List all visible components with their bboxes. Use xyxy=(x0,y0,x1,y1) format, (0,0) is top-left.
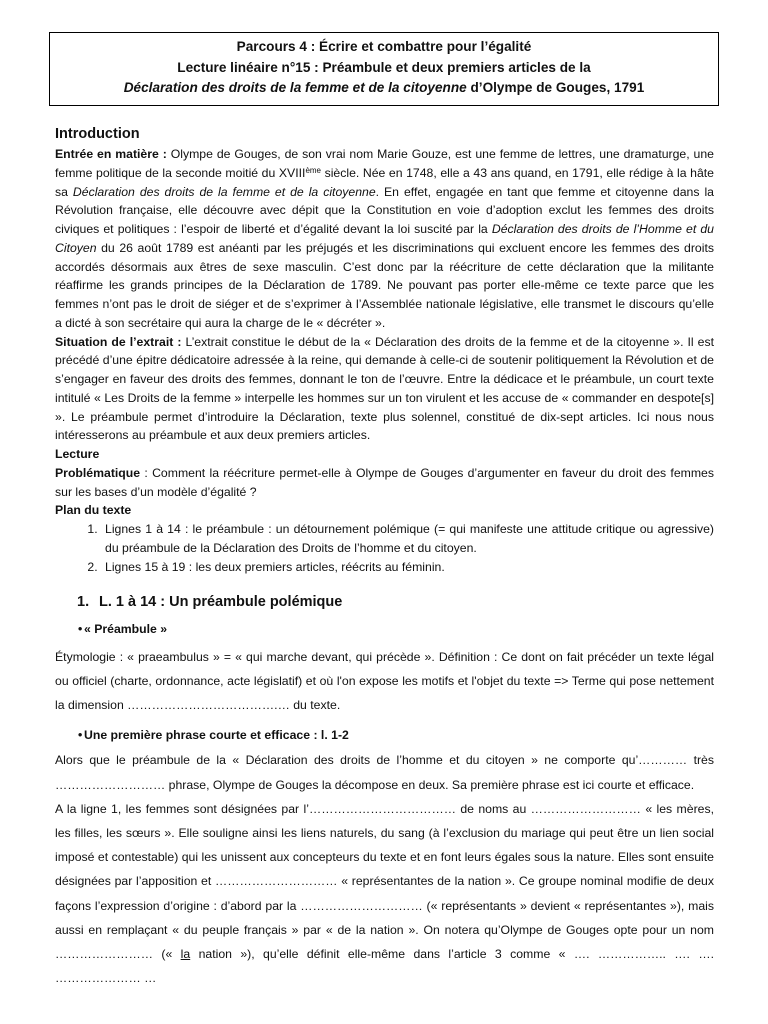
entree-text-f: du 26 août 1789 est anéanti par les préjugés et les discriminations qui excluent encore les femmes des droits accordés désormais aux êtres de sexe masculin. C’est donc par la réécriture de cette déclaration que la militante réaffirme les grands principes de la Déclaration de 1789. Ne pouvant pas porter elle-même ce texte parce que les femmes n’ont pas le droit de siéger et de s’exprimer à l’Assemblée nationale législative, elle transmet le discours qu’elle a dicté à son secrétaire qui aura la charge de le « décréter ». xyxy=(55,240,714,330)
plan-item: 1. Lignes 1 à 14 : le préambule : un détournement polémique (= qui manifeste une attitude critique ou agressive) du préambule de la Déclaration des Droits de l’homme et du citoyen. xyxy=(101,520,714,558)
entree-work-title: Déclaration des droits de la femme et de la citoyenne xyxy=(72,184,376,199)
document-body xyxy=(55,124,714,990)
superscript-eme: ème xyxy=(305,165,321,175)
introduction-heading: Introduction xyxy=(55,126,140,142)
parcours-title: Parcours 4 : Écrire et combattre pour l’égalité xyxy=(236,39,532,54)
work-title-italic: Déclaration des droits de la femme et de la citoyenne xyxy=(123,80,467,95)
entree-label: Entrée en matière : xyxy=(55,147,167,161)
etymologie-paragraph: Étymologie : « praeambulus » = « qui marche devant, qui précède ». Définition : Ce dont on fait précéder un texte légal ou officiel (charte, ordonnance, acte législatif) et où l'on expose les motifs et l'objet du texte => Terme qui pose nettement la dimension ……………………………….… du texte. xyxy=(55,650,714,713)
entree-ddhc-title: Déclaration des droits de l’Homme et du Citoyen xyxy=(55,222,714,255)
lecture-label: Lecture xyxy=(55,447,100,461)
lecture-title: Lecture linéaire n°15 : Préambule et deux premiers articles de la xyxy=(177,59,591,75)
designation-text: A la ligne 1, les femmes sont désignées par l’……………………………… de noms au ……………………… « les mères, les filles, les sœurs ». Elle souligne ainsi les liens naturels, du sang (à l’exclusion du mariage qui peut être un lien social imposé et contestable) qui les unissent aux concepteurs du texte et en font leurs égales sous la nature. Elles sont ensuite désignées par l’apposition et ………………………… « représentantes de la nation ». Ce groupe nominal modifie de deux façons l’expression d’origine : d’abord par la ………………………… (« représentants » devient « représentantes »), mais aussi en remplaçant « du peuple français » par « de la nation ». On notera qu’Olympe de Gouges opte pour un nom …………………… (« xyxy=(55,801,714,961)
plan-item: 2. Lignes 15 à 19 : les deux premiers articles, réécrits au féminin. xyxy=(101,558,714,577)
premiere-phrase-paragraph: Alors que le préambule de la « Déclaration des droits de l’homme et du citoyen » ne comporte qu’………… très ……………………… phrase, Olympe de Gouges la décompose en deux. Sa première phrase est ici courte et efficace. xyxy=(55,753,714,792)
designation-text-end: nation »), qu’elle définit elle-même dans l’article 3 comme « …. …………….. …. …. ………………… … xyxy=(55,946,714,986)
underlined-la: la xyxy=(180,946,191,961)
section-1-title: L. 1 à 14 : Un préambule polémique xyxy=(99,594,343,611)
entree-paragraph xyxy=(55,145,714,333)
entree-text-d: . En effet, engagée en tant que femme et citoyenne dans la Révolution française, elle découvre avec dépit que la Constitution en voie d’adoption exclut les femmes des droits civiques et politiques : l’espoir de liberté et d’égalité devant la loi suscité par la xyxy=(55,184,714,236)
designation-paragraph xyxy=(55,797,714,991)
plan-label: Plan du texte xyxy=(55,503,132,518)
entree-text-b: siècle. Née en 1748, elle a 43 ans quand, en 1791, elle rédige à la hâte sa xyxy=(55,165,714,199)
section-1-heading xyxy=(55,592,714,612)
entree-text-a: Olympe de Gouges, de son vrai nom Marie Gouze, est une femme de lettres, une dramaturge, une femme politique de la seconde moitié du XVIII xyxy=(55,147,714,180)
situation-label: Situation de l’extrait : xyxy=(55,334,182,349)
situation-paragraph xyxy=(55,333,714,446)
problematique-text: : Comment la réécriture permet-elle à Olympe de Gouges d’argumenter en faveur du droit des femmes sur les bases d’un modèle d’égalité ? xyxy=(55,465,714,499)
problematique-label: Problématique xyxy=(55,465,141,480)
work-title xyxy=(50,78,718,99)
section-1-number: 1. xyxy=(77,594,90,611)
plan-list xyxy=(55,520,714,576)
situation-text: L’extrait constitue le début de la « Déclaration des droits de la femme et de la citoyenne ». Il est précédé d’une épitre dédicatoire adressée à la reine, qui demande à celle-ci de soutenir politiquement la Révolution et de s’engager en faveur des droits des femmes, donnant le ton de l’œuvre. Entre la dédicace et le préambule, un court texte intitulé « Les Droits de la femme » interpelle les hommes sur un ton virulent et les accuse de « commander en despote[s] ». Le préambule permet d’introduire la Déclaration, texte plus solennel, constitué de dix-sept articles. Ici nous nous intéresserons au préambule et aux deux premiers articles. xyxy=(55,334,715,443)
bullet-preambule: • « Préambule » xyxy=(55,620,714,639)
problematique-paragraph xyxy=(55,464,714,502)
bullet-premiere-phrase: • Une première phrase courte et efficace : l. 1-2 xyxy=(55,726,714,745)
title-box xyxy=(49,32,719,106)
work-title-author: d’Olympe de Gouges, 1791 xyxy=(466,80,645,95)
